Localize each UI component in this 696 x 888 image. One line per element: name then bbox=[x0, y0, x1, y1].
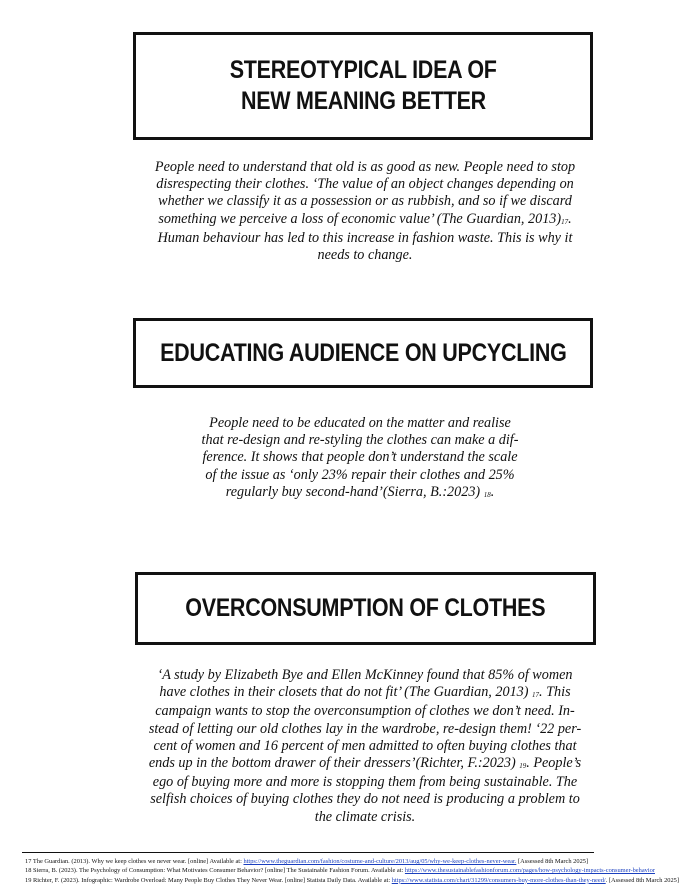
section-heading-box bbox=[135, 572, 596, 645]
footnote: 17 The Guardian. (2013). Why we keep clothes we never wear. [online] Available at: https://www.theguardian.com/fashion/costume-and-culture/2013/aug/05/why-we-keep-clothes-never-wear. [Assessed 8th March 2025] bbox=[25, 858, 589, 865]
section-heading-line: OVERCONSUMPTION OF CLOTHES bbox=[185, 594, 546, 622]
footnote-reference: 18 bbox=[483, 490, 491, 499]
body-line: needs to change. bbox=[317, 247, 413, 264]
section-heading-line: EDUCATING AUDIENCE ON UPCYCLING bbox=[159, 338, 567, 367]
body-line: have clothes in their closets that do not fit’ (The Guardian, 2013) $_{17}$. This bbox=[159, 684, 571, 701]
section-heading-line: STEREOTYPICAL IDEA OF bbox=[229, 56, 497, 84]
footnote-reference: 17 bbox=[561, 217, 569, 226]
section-body-paragraph bbox=[130, 667, 600, 826]
body-line: ‘A study by Elizabeth Bye and Ellen McKinney found that 85% of women bbox=[157, 667, 573, 683]
body-line: disrespecting their clothes. ‘The value of an object changes depending on bbox=[156, 176, 574, 193]
footnote-link[interactable]: https://www.theguardian.com/fashion/costume-and-culture/2013/aug/05/why-we-keep-clothes-never-wear. bbox=[243, 858, 517, 865]
section-body-paragraph bbox=[130, 159, 600, 264]
body-line: cent of women and 16 percent of men admitted to often buying clothes that bbox=[153, 737, 577, 754]
body-line: regularly buy second-hand’(Sierra, B.:2023) $_{18}$. bbox=[225, 483, 495, 500]
body-line: ends up in the bottom drawer of their dressers’(Richter, F.:2023) $_{19}$. People’s bbox=[148, 755, 582, 772]
body-line: People need to be educated on the matter and realise bbox=[209, 415, 511, 431]
body-line: something we perceive a loss of economic value’ (The Guardian, $2013)_{17}$. bbox=[158, 210, 572, 227]
body-line: People need to understand that old is as good as new. People need to stop bbox=[154, 159, 576, 175]
footnote-link[interactable]: https://www.thesustainablefashionforum.com/pages/how-psychology-impacts-consumer-behavior bbox=[404, 867, 655, 875]
body-line: of the issue as ‘only 23% repair their clothes and 25% bbox=[205, 466, 515, 483]
body-line: ego of buying more and more is stopping them from being sustainable. The bbox=[152, 774, 578, 791]
footnote: 19 Richter, F. (2023). Infographic: Wardrobe Overload: Many People Buy Clothes They Never Wear. [online] Statista Daily Data. Available at: https://www.statista.com/chart/31299/consumers-buy-more-clothes-than-they-need/. [Assessed 8th March 2025] bbox=[25, 876, 679, 884]
body-line: the climate crisis. bbox=[314, 808, 416, 825]
footnote-reference: 17 bbox=[532, 691, 540, 700]
body-line: campaign wants to stop the overconsumption of clothes we don’t need. In- bbox=[155, 703, 575, 720]
body-line: selfish choices of buying clothes they do not need is producing a problem to bbox=[150, 791, 580, 808]
body-line: ference. It shows that people don’t understand the scale bbox=[202, 449, 518, 466]
footnotes bbox=[25, 857, 696, 885]
footnote-divider bbox=[22, 852, 594, 853]
body-line: stead of letting our old clothes lay in the wardrobe, re-design them! ‘22 per- bbox=[148, 720, 582, 737]
footnote-reference: 19 bbox=[519, 762, 527, 771]
section-heading-box bbox=[133, 32, 593, 140]
section-heading-box bbox=[133, 318, 593, 388]
section-body-paragraph bbox=[160, 415, 560, 503]
body-line: whether we classify it as a possession or as rubbish, and so if we discard bbox=[158, 193, 572, 210]
body-line: Human behaviour has led to this increase in fashion waste. This is why it bbox=[157, 229, 573, 246]
body-line: that re-design and re-styling the clothes can make a dif- bbox=[201, 432, 519, 449]
footnote-link[interactable]: https://www.statista.com/chart/31299/consumers-buy-more-clothes-than-they-need/ bbox=[391, 876, 606, 884]
section-heading-line: NEW MEANING BETTER bbox=[240, 87, 486, 115]
footnote: 18 Sierra, B. (2023). The Psychology of Consumption: What Motivates Consumer Behavior? [online] The Sustainable Fashion Forum. Available at: https://www.thesustainablefashionforum.com/pages/how-psychology-impacts-consumer-behavior bbox=[25, 867, 655, 875]
